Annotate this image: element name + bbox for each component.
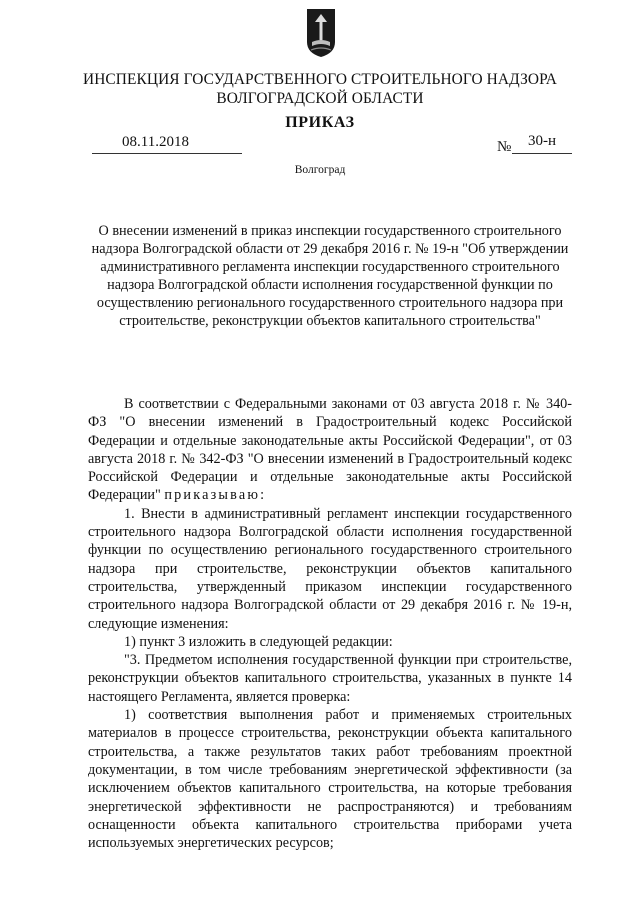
document-subject: О внесении изменений в приказ инспекции государственного строительного надзора Волгоградской области от 29 декабря 2016 г. № 19-н "Об утверждении административного регламента инспекции государственного строительного надзора Волгоградской области исполнения государственной функции по осуществлению регионального государственного строительного надзора при строительстве, реконструкции объектов капитального строительства"	[91, 223, 569, 329]
organization-name	[0, 70, 640, 108]
preamble-paragraph	[88, 395, 572, 505]
paragraph-1: 1. Внести в административный регламент инспекции государственного строительного надзора Волгоградской области исполнения государственной функции по осуществлению регионального государственного строительного надзора при строительстве, реконструкции объектов капитального строительства, утвержденный приказом инспекции государственного строительного надзора Волгоградской области от 29 декабря 2016 г. № 19-н, следующие изменения:	[88, 505, 572, 632]
number-sign: №	[497, 139, 512, 155]
org-line-1: ИНСПЕКЦИЯ ГОСУДАРСТВЕННОГО СТРОИТЕЛЬНОГО НАДЗОРА	[82, 71, 558, 88]
org-line-2: ВОЛГОГРАДСКОЙ ОБЛАСТИ	[216, 90, 424, 107]
paragraph-4: 1) соответствия выполнения работ и применяемых строительных материалов в процессе строительства, реконструкции объекта капитального строительства, а также результатов таких работ требованиям проектной документации, в том числе требованиям энергетической эффективности (за исключением объектов капитального строительства, на которые требования энергетической эффективности не распространяются) и требованиям оснащенности объекта капитального строительства приборами учета используемых энергетических ресурсов;	[88, 707, 572, 852]
number-underline	[512, 153, 572, 154]
document-number: 30-н	[528, 133, 557, 149]
paragraph-2: 1) пункт 3 изложить в следующей редакции:	[124, 633, 393, 650]
paragraph-3: "3. Предметом исполнения государственной функции при строительстве, реконструкции объектов капитального строительства, указанных в пункте 14 настоящего Регламента, является проверка:	[88, 652, 572, 705]
preamble-text: В соответствии с Федеральными законами от 03 августа 2018 г. № 340-ФЗ "О внесении изменений в Градостроительный кодекс Российской Федерации и отдельные законодательные акты Российской Федерации", от 03 августа 2018 г. № 342-ФЗ "О внесении изменений в Градостроительный кодекс Российской Федерации и отдельные законодательные акты Российской Федерации"	[88, 396, 572, 504]
coat-of-arms-icon	[306, 8, 336, 58]
city: Волгоград	[294, 164, 346, 176]
date-underline	[92, 153, 242, 154]
order-word: приказываю:	[164, 487, 267, 504]
document-date: 08.11.2018	[122, 134, 189, 150]
document-body	[88, 395, 572, 852]
document-type: ПРИКАЗ	[285, 114, 355, 131]
